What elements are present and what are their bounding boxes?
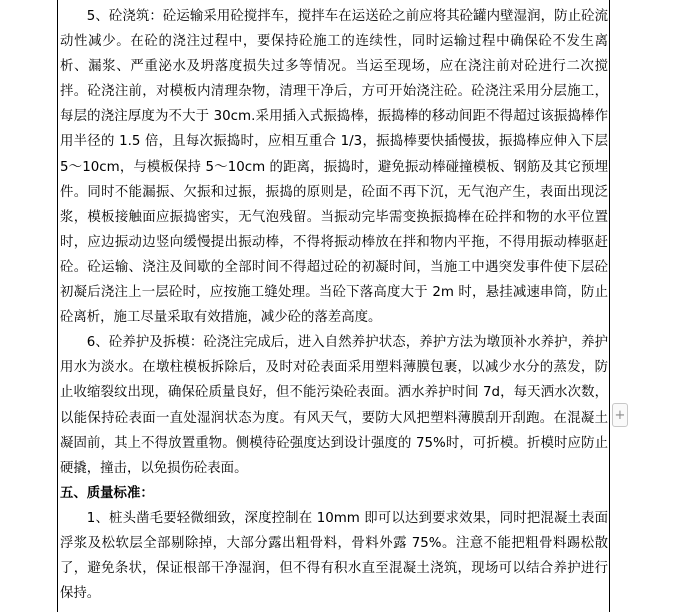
paragraph-pile-head-roughening: 1、桩头凿毛要轻微细致，深度控制在 10mm 即可以达到要求效果，同时把混凝土表面浮浆及松软层全部剔除掉，大部分露出粗骨料，骨料外露 75%。注意不能把粗骨料踢松散了，避免条状，保证根部干净湿润，但不得有积水直至混凝土浇筑，现场可以结合养护进行保持。	[60, 510, 608, 602]
section-heading-quality-standards: 五、质量标准：	[60, 485, 154, 501]
document-body	[60, 4, 608, 606]
paragraph-concrete-pouring: 5、砼浇筑：砼运输采用砼搅拌车，搅拌车在运送砼之前应将其砼罐内壁湿润，防止砼流动性减少。在砼的浇注过程中，要保持砼施工的连续性，同时运输过程中确保砼不发生离析、漏浆、严重泌水及坍落度损失过多等情况。当运至现场，应在浇注前对砼进行二次搅拌。砼浇注前，对模板内清理杂物，清理干净后，方可开始浇注砼。砼浇注采用分层施工，每层的浇注厚度为不大于 30cm.采用插入式振捣棒，振捣棒的移动间距不得超过该振捣棒作用半径的 1.5 倍，且每次振捣时，应相互重合 1/3，振捣棒要快插慢拔，振捣棒应伸入下层 5～10cm，与模板保持 5～10cm 的距离，振捣时，避免振动棒碰撞模板、钢筋及其它预埋件。同时不能漏振、欠振和过振，振捣的原则是，砼面不再下沉，无气泡产生，表面出现泛浆，模板接触面应振捣密实，无气泡残留。当振动完毕需变换振捣棒在砼拌和物的水平位置时，应边振动边竖向缓慢提出振动棒，不得将振动棒放在拌和物内平拖，不得用振动棒驱赶砼。砼运输、浇注及间歇的全部时间不得超过砼的初凝时间，当施工中遇突发事件使下层砼初凝后浇注上一层砼时，应按施工缝处理。当砼下落高度大于 2m 时，悬挂减速串筒，防止砼离析，施工尽量采取有效措施，减少砼的落差高度。	[60, 9, 608, 326]
paragraph-curing-formwork-removal: 6、砼养护及拆模：砼浇注完成后，进入自然养护状态，养护方法为墩顶补水养护，养护用水为淡水。在墩柱模板拆除后，及时对砼表面采用塑料薄膜包裹，以减少水分的蒸发，防止收缩裂纹出现，确保砼质量良好，但不能污染砼表面。洒水养护时间 7d，每天洒水次数，以能保持砼表面一直处湿润状态为度。有风天气，要防大风把塑料薄膜刮开刮跑。在混凝土凝固前，其上不得放置重物。侧模待砼强度达到设计强度的 75%时，可折模。折模时应防止硬撬，撞击，以免损伤砼表面。	[60, 335, 608, 476]
plus-icon[interactable]	[612, 403, 628, 427]
expand-symbol: +	[614, 407, 626, 423]
